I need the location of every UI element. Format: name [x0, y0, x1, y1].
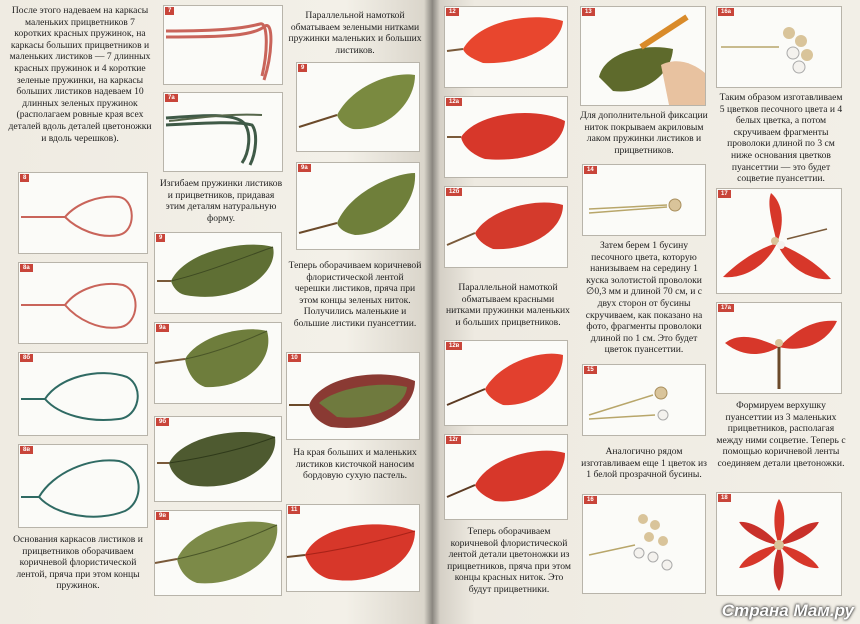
green-leaf-image	[155, 511, 281, 595]
step-text-white-bead: Аналогично рядом изготавливаем еще 1 цветок из 1 белой прозрачной бусины.	[581, 446, 707, 481]
step-text-tape: Теперь оборачиваем коричневой флористической лентой черешки листиков, пряча при этом концы зеленых ниток. Получились маленькие и большие листики пуансеттии.	[288, 260, 422, 329]
photo-label: 17	[718, 190, 731, 198]
red-bract-image	[445, 341, 567, 425]
step-text-inflorescence: Таким образом изготавливаем 5 цветков песочного цвета и 4 белых цветка, а потом скручиваем фрагменты проволоки длиной по 3 см ниже основания цветков пуансеттии — это будет соцветие пуансеттии.	[719, 92, 843, 185]
photo-label: 12б	[446, 188, 462, 196]
photo-9-wrapped	[296, 62, 420, 152]
photo-12g	[444, 434, 568, 520]
wire-frame-image	[19, 173, 147, 253]
photo-9b	[154, 416, 282, 502]
photo-11	[286, 504, 420, 592]
photo-label: 18	[718, 494, 731, 502]
photo-label: 7a	[165, 94, 178, 102]
green-springs-image	[164, 93, 282, 171]
green-leaf-image	[155, 233, 281, 313]
photo-14	[582, 164, 706, 236]
varnish-brush-image	[581, 7, 705, 105]
photo-label: 9а	[156, 324, 169, 332]
photo-label: 9б	[156, 418, 169, 426]
red-bract-image	[445, 97, 567, 177]
red-bract-image	[287, 505, 419, 591]
poinsettia-flower-image	[717, 493, 841, 595]
poinsettia-stem-image	[717, 303, 841, 393]
pastel-leaf-image	[287, 353, 419, 439]
photo-8v	[18, 444, 148, 528]
photo-12b	[444, 186, 568, 268]
photo-label: 7	[165, 7, 174, 15]
photo-label: 8a	[20, 264, 33, 272]
red-bract-image	[445, 187, 567, 267]
photo-label: 8в	[20, 446, 33, 454]
photo-9v	[154, 510, 282, 596]
photo-label: 15	[584, 366, 597, 374]
photo-label: 12г	[446, 436, 461, 444]
photo-9a	[154, 322, 282, 404]
photo-15	[582, 364, 706, 436]
photo-label: 13	[582, 8, 595, 16]
photo-label: 12	[446, 8, 459, 16]
red-springs-image	[164, 6, 282, 84]
photo-label: 9а	[298, 164, 311, 172]
watermark: Страна Мам.ру	[721, 601, 854, 620]
photo-label: 14	[584, 166, 597, 174]
two-beads-image	[583, 365, 705, 435]
photo-8b	[18, 352, 148, 436]
photo-label: 8б	[20, 354, 33, 362]
step-text-intro: После этого надеваем на каркасы маленьких прицветников 7 коротких красных пружинок, на каркасы больших прицветников и маленьких листиков — 7 длинных красных пружинок и 4 короткие зеленые пружинки, на каркасы больших листиков надеваем 10 длинных зеленых пружинок (располагаем ровные края всех деталей вдоль деталей цветоножки и вдоль черешков).	[8, 5, 152, 144]
photo-17	[716, 188, 842, 294]
step-text-wrap-red: Параллельной намоткой обматываем красными нитками пружинки маленьких и больших прицветников.	[446, 282, 570, 328]
step-text-tape-red: Теперь оборачиваем коричневой флористической лентой детали цветоножки из прицветников, пряча при этом концы красных ниток. Это будут прицветники.	[447, 526, 571, 595]
photo-10	[286, 352, 420, 440]
bead-wire-image	[583, 165, 705, 235]
green-leaf-image	[155, 417, 281, 501]
photo-label: 10	[288, 354, 301, 362]
photo-16	[582, 494, 706, 594]
photo-label: 17а	[718, 304, 734, 312]
photo-label: 9	[298, 64, 307, 72]
step-text-varnish: Для дополнительной фиксации ниток покрываем акриловым лаком пружинки листиков и прицветников.	[580, 110, 708, 156]
photo-12v	[444, 340, 568, 426]
photo-label: 16	[584, 496, 597, 504]
photo-label: 16а	[718, 8, 734, 16]
photo-17a	[716, 302, 842, 394]
photo-7	[163, 5, 283, 85]
step-text-assemble: Формируем верхушку пуансеттии из 3 маленьких прицветников, располагая между ними соцветие. Теперь с помощью коричневой ленты соединяем детали цветоножки.	[716, 400, 846, 469]
photo-label: 12а	[446, 98, 462, 106]
photo-9	[154, 232, 282, 314]
wire-frame-image	[19, 263, 147, 343]
step-text-bend: Изгибаем пружинки листиков и прицветников, придавая этим деталям натуральную форму.	[159, 178, 283, 224]
photo-label: 8	[20, 174, 29, 182]
photo-8a	[18, 262, 148, 344]
photo-12a	[444, 96, 568, 178]
photo-7a	[163, 92, 283, 172]
wrapped-leaf-image	[297, 163, 419, 249]
red-bract-image	[445, 435, 567, 519]
photo-9a-wrapped	[296, 162, 420, 250]
photo-8	[18, 172, 148, 254]
photo-18	[716, 492, 842, 596]
photo-label: 9	[156, 234, 165, 242]
wire-frame-image	[19, 353, 147, 435]
wrapped-leaf-image	[297, 63, 419, 151]
right-page	[432, 0, 860, 624]
step-text-bead: Затем берем 1 бусину песочного цвета, которую нанизываем на середину 1 куска золотистой проволоки ∅0,3 мм и длиной 70 см, и с двух сторон от бусины скручиваем, как показано на фото, фрагменты проволоки длиной по 1 см. Это будет цветок пуансеттии.	[585, 240, 703, 356]
photo-label: 9в	[156, 512, 169, 520]
bead-flowers-image	[583, 495, 705, 593]
photo-16a	[716, 6, 842, 88]
step-text-wrap-green: Параллельной намоткой обматываем зелеными нитками пружинки маленьких и больших листиков.	[288, 10, 422, 56]
book-gutter	[424, 0, 440, 624]
photo-12	[444, 6, 568, 88]
photo-label: 11	[288, 506, 300, 514]
step-text-frames: Основания каркасов листиков и прицветников оборачиваем коричневой флористической лентой, пряча при этом концы пружинок.	[13, 534, 143, 592]
photo-13	[580, 6, 706, 106]
photo-label: 12в	[446, 342, 462, 350]
wire-frame-image	[19, 445, 147, 527]
step-text-pastel: На края больших и маленьких листиков кисточкой наносим бордовую сухую пастель.	[293, 447, 417, 482]
green-leaf-image	[155, 323, 281, 403]
red-bract-image	[445, 7, 567, 87]
inflorescence-image	[717, 7, 841, 87]
poinsettia-top-image	[717, 189, 841, 293]
